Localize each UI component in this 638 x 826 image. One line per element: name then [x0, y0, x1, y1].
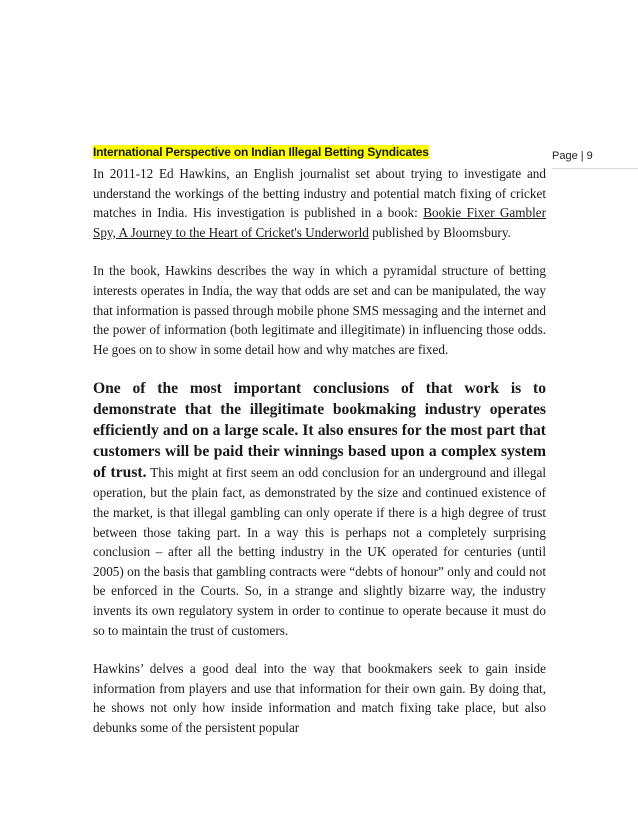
- paragraph-conclusions: [93, 378, 546, 640]
- section-heading: International Perspective on Indian Illegal Betting Syndicates: [93, 145, 429, 159]
- paragraph-structure: In the book, Hawkins describes the way in which a pyramidal structure of betting interests operates in India, the way that odds are set and can be manipulated, the way that information is passed through mobile phone SMS messaging and the internet and the power of information (both legitimate and illegitimate) in influencing those odds. He goes on to show in some detail how and why matches are fixed.: [93, 263, 546, 357]
- page-number: Page | 9: [552, 147, 638, 169]
- paragraph-conclusions-text: This might at first seem an odd conclusion for an underground and illegal operation, but the plain fact, as demonstrated by the size and continued existence of the market, is that illegal gambling can only operate if there is a high degree of trust between those taking part. In a way this is perhaps not a completely surprising conclusion – after all the betting industry in the UK operated for centuries (until 2005) on the basis that gambling contracts were “debts of honour” only and could not be enforced in the Courts. So, in a strange and slightly bizarre way, the industry invents its own regulatory system in order to continue to operate because it must do so to maintain the trust of customers.: [93, 465, 547, 638]
- paragraph-intro-text: In 2011-12 Ed Hawkins, an English journalist set about trying to investigate and understand the workings of the betting industry and potential match fixing of cricket matches in India. His investigation is published in a book:: [93, 166, 546, 221]
- paragraph-intro: [93, 164, 546, 242]
- book-title: Bookie Fixer Gambler Spy, A Journey to the Heart of Cricket's Underworld: [93, 205, 546, 240]
- bold-conclusion: One of the most important conclusions of that work is to demonstrate that the illegitimate bookmaking industry operates efficiently and on a large scale. It also ensures for the most part that customers will be paid their winnings based upon a complex system of trust.: [93, 380, 546, 482]
- paragraph-inside-information: Hawkins’ delves a good deal into the way that bookmakers seek to gain inside information from players and use that information for their own gain. By doing that, he shows not only how inside information and match fixing take place, but also debunks some of the persistent popular: [93, 661, 546, 735]
- paragraph-intro-tail: published by Bloomsbury.: [368, 224, 511, 240]
- document-body: [93, 143, 546, 737]
